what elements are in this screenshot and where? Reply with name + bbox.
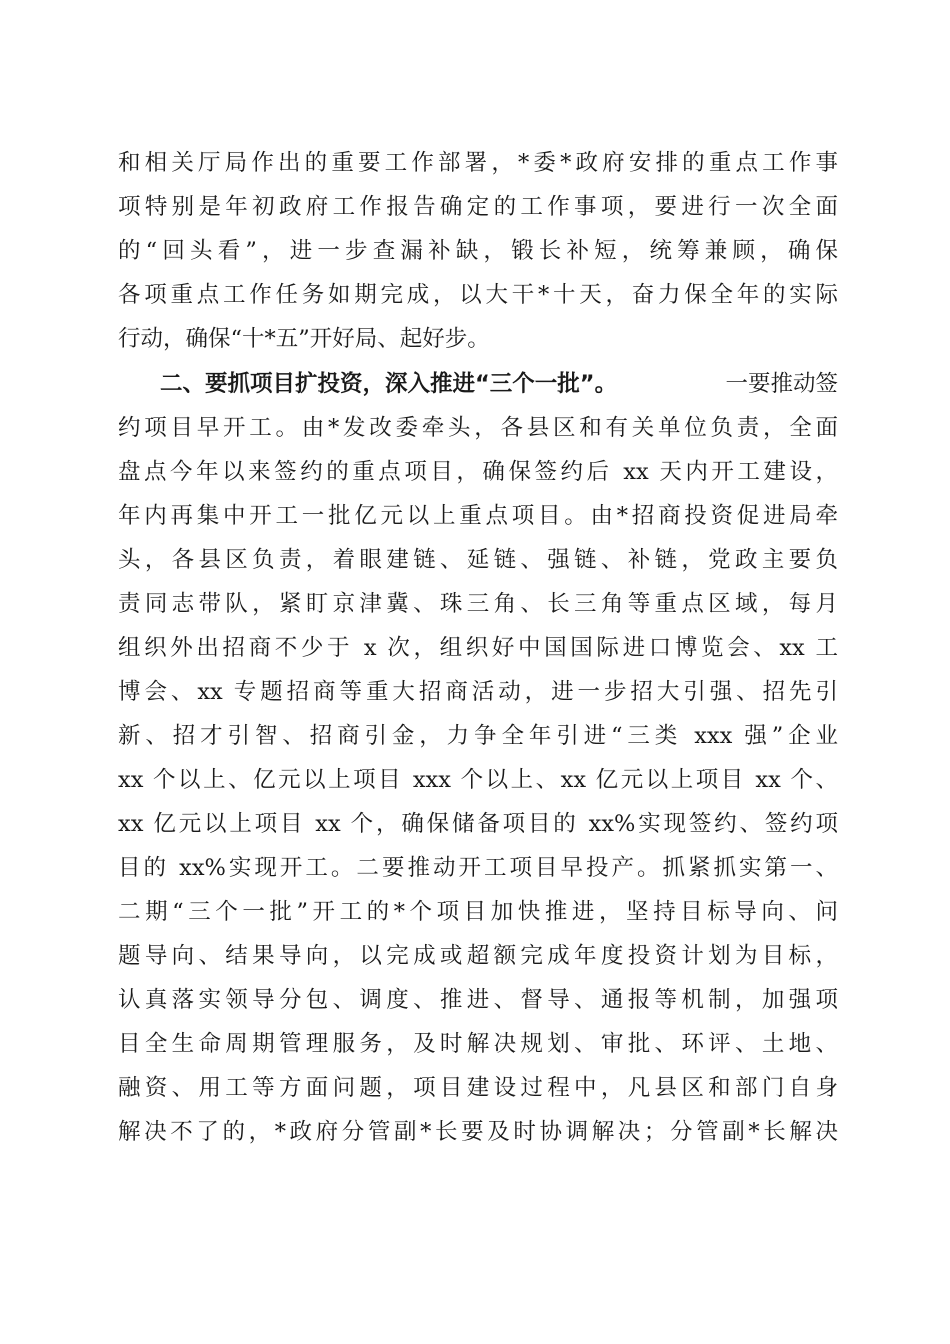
paragraph-line: 融资、用工等方面问题，项目建设过程中，凡县区和部门自身 xyxy=(118,1075,838,1101)
section-heading-line xyxy=(160,364,838,404)
paragraph-line-rest: 一要推动签 xyxy=(725,371,838,397)
paragraph-line: 和相关厅局作出的重要工作部署，*委*政府安排的重点工作事 xyxy=(118,150,838,176)
paragraph-line: 年内再集中开工一批亿元以上重点项目。由*招商投资促进局牵 xyxy=(118,503,838,529)
paragraph-line: 约项目早开工。由*发改委牵头，各县区和有关单位负责，全面 xyxy=(118,415,838,441)
paragraph-line: 认真落实领导分包、调度、推进、督导、通报等机制，加强项 xyxy=(118,987,838,1013)
paragraph-line: 各项重点工作任务如期完成，以大干*十天，奋力保全年的实际 xyxy=(118,282,838,308)
paragraph-line: 题导向、结果导向，以完成或超额完成年度投资计划为目标， xyxy=(118,943,838,969)
paragraph-line: 行动，确保“十*五”开好局、起好步。 xyxy=(118,326,490,352)
paragraph-line: 责同志带队，紧盯京津冀、珠三角、长三角等重点区域，每月 xyxy=(118,591,838,617)
paragraph-line: xx 亿元以上项目 xx 个，确保储备项目的 xx%实现签约、签约项 xyxy=(118,811,838,837)
paragraph-line: 组织外出招商不少于 x 次，组织好中国国际进口博览会、xx 工 xyxy=(118,635,838,661)
paragraph-line: 项特别是年初政府工作报告确定的工作事项，要进行一次全面 xyxy=(118,194,838,220)
section-heading: 二、要抓项目扩投资，深入推进“三个一批”。 xyxy=(160,371,618,397)
paragraph-line: xx 个以上、亿元以上项目 xxx 个以上、xx 亿元以上项目 xx 个、 xyxy=(118,767,838,793)
paragraph-line: 的“回头看”，进一步查漏补缺，锻长补短，统筹兼顾，确保 xyxy=(118,238,838,264)
paragraph-line: 博会、xx 专题招商等重大招商活动，进一步招大引强、招先引 xyxy=(118,679,838,705)
paragraph-line: 二期“三个一批”开工的*个项目加快推进，坚持目标导向、问 xyxy=(118,899,838,925)
paragraph-line: 目的 xx%实现开工。二要推动开工项目早投产。抓紧抓实第一、 xyxy=(118,855,838,881)
paragraph-line: 解决不了的，*政府分管副*长要及时协调解决；分管副*长解决 xyxy=(118,1119,838,1145)
paragraph-line: 目全生命周期管理服务，及时解决规划、审批、环评、土地、 xyxy=(118,1031,838,1057)
paragraph-line: 盘点今年以来签约的重点项目，确保签约后 xx 天内开工建设， xyxy=(118,459,838,485)
paragraph-line: 头，各县区负责，着眼建链、延链、强链、补链，党政主要负 xyxy=(118,547,838,573)
paragraph-line: 新、招才引智、招商引金，力争全年引进“三类 xxx 强”企业 xyxy=(118,723,838,749)
